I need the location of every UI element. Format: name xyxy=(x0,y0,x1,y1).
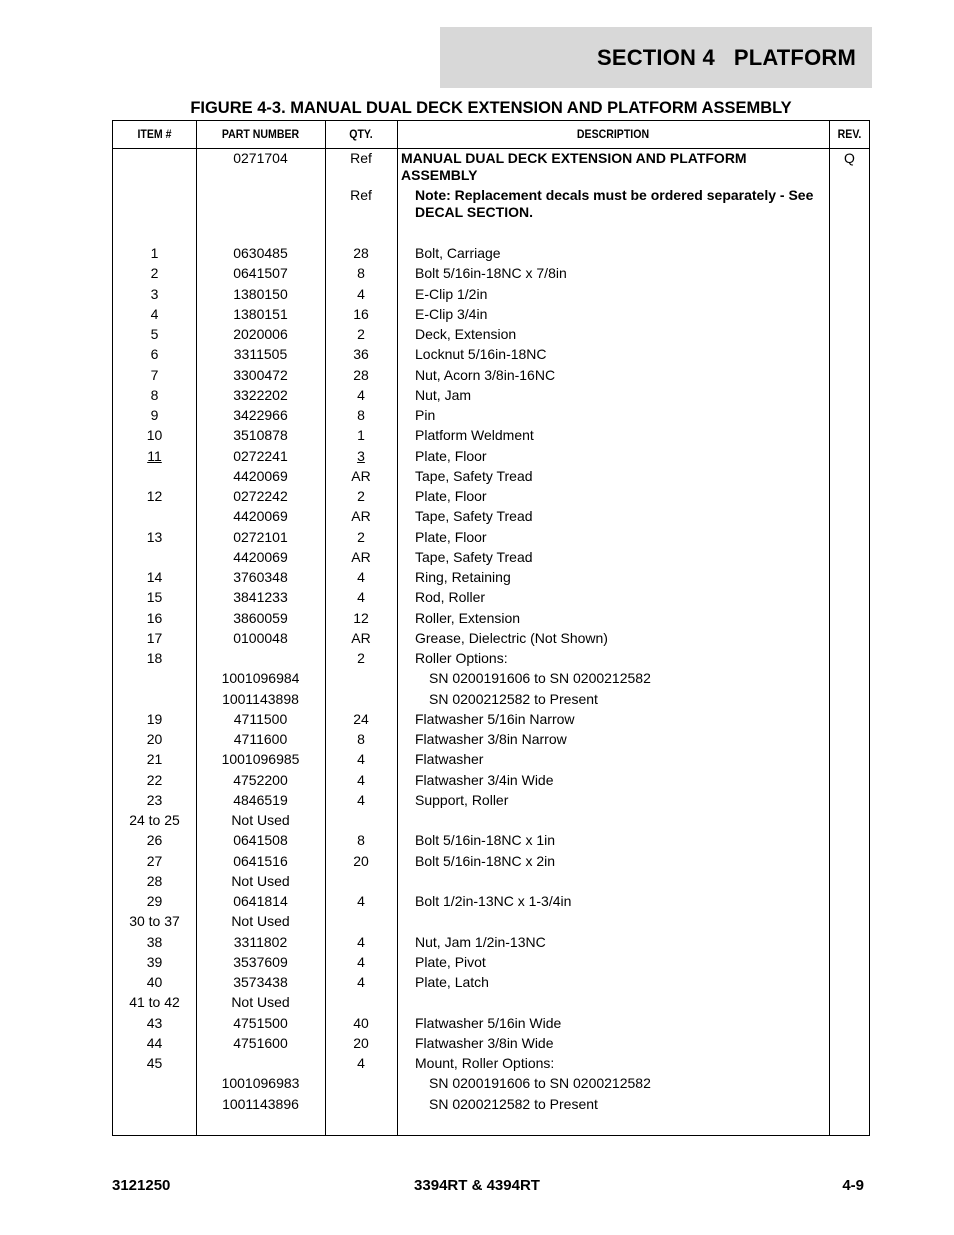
description-cell: Tape, Safety Tread xyxy=(415,548,533,565)
quantity-cell: 2 xyxy=(357,488,365,504)
part-number-cell: 4420069 xyxy=(233,508,288,525)
quantity-cell: 4 xyxy=(357,791,365,808)
item-number-cell: 39 xyxy=(146,953,163,970)
part-number-cell: 1001143896 xyxy=(222,1095,299,1112)
quantity-cell: 2 xyxy=(357,326,365,342)
part-number-cell: 0641507 xyxy=(233,265,288,282)
item-number-cell: 7 xyxy=(150,366,159,383)
description-cell: Note: Replacement decals must be ordered separately - See xyxy=(415,187,814,203)
part-number-cell: 0641516 xyxy=(233,852,288,869)
description-cell: Nut, Jam 1/2in-13NC xyxy=(415,933,546,950)
header-rev: REV. xyxy=(837,127,862,141)
part-number-cell: 4420069 xyxy=(233,467,288,484)
item-number-cell: 3 xyxy=(150,285,159,302)
quantity-cell: 8 xyxy=(357,832,365,849)
section-header xyxy=(440,27,872,88)
description-cell: Plate, Floor xyxy=(415,447,487,464)
part-number-cell: 1001096984 xyxy=(221,670,300,687)
part-number-cell: 0100048 xyxy=(233,629,288,646)
description-cell: Tape, Safety Tread xyxy=(415,508,533,525)
description-cell: Grease, Dielectric (Not Shown) xyxy=(415,629,608,646)
part-number-cell: 0630485 xyxy=(233,245,288,261)
revision-cell: Q xyxy=(844,150,855,166)
description-cell: Ring, Retaining xyxy=(415,569,511,585)
part-number-cell: Not Used xyxy=(231,812,290,828)
quantity-cell: 8 xyxy=(357,265,365,282)
figure-title: FIGURE 4-3. MANUAL DUAL DECK EXTENSION AND PLATFORM ASSEMBLY xyxy=(190,99,792,117)
item-number-cell: 43 xyxy=(146,1014,163,1031)
item-number-cell: 18 xyxy=(146,650,163,666)
item-number-cell: 15 xyxy=(146,589,163,606)
part-number-cell: 4711500 xyxy=(233,710,288,727)
item-number-cell: 27 xyxy=(146,852,163,869)
footer-page-number: 4-9 xyxy=(842,1177,864,1194)
part-number-cell: 3841233 xyxy=(233,589,288,606)
item-number-cell: 12 xyxy=(146,488,163,504)
quantity-cell: 4 xyxy=(357,893,365,909)
part-number-cell: Not Used xyxy=(231,913,290,930)
part-number-cell: 1380151 xyxy=(233,305,288,322)
item-number-cell: 1 xyxy=(150,245,159,261)
description-cell: Tape, Safety Tread xyxy=(415,467,533,484)
item-number-cell: 2 xyxy=(150,265,159,282)
part-number-cell: 3510878 xyxy=(233,427,288,444)
item-number-cell: 9 xyxy=(150,407,159,423)
part-number-cell: 0272242 xyxy=(233,488,288,504)
quantity-cell: 4 xyxy=(357,751,365,768)
quantity-cell: Ref xyxy=(350,187,372,203)
part-number-cell: 4751600 xyxy=(233,1034,288,1051)
quantity-cell: 1 xyxy=(357,427,365,444)
part-number-cell: 3300472 xyxy=(233,366,288,383)
quantity-cell: AR xyxy=(351,548,371,565)
description-cell: Locknut 5/16in-18NC xyxy=(415,346,547,363)
part-number-cell: 0272101 xyxy=(233,528,288,545)
item-number-cell: 28 xyxy=(146,872,163,889)
quantity-cell: 2 xyxy=(357,650,365,666)
description-cell: ASSEMBLY xyxy=(401,167,478,183)
quantity-cell: Ref xyxy=(350,150,372,166)
quantity-cell: 20 xyxy=(353,852,369,869)
part-number-cell: 1001143898 xyxy=(222,690,299,707)
item-number-cell: 30 to 37 xyxy=(129,913,180,930)
quantity-cell: 2 xyxy=(357,528,365,545)
description-cell: MANUAL DUAL DECK EXTENSION AND PLATFORM xyxy=(401,150,747,166)
quantity-cell: AR xyxy=(351,508,371,525)
header-description: DESCRIPTION xyxy=(576,127,650,141)
item-number-cell: 21 xyxy=(146,751,163,768)
part-number-cell: 1001096983 xyxy=(221,1075,300,1092)
description-cell: Flatwasher 5/16in Narrow xyxy=(415,710,575,727)
quantity-cell: 36 xyxy=(353,346,369,363)
description-cell: Support, Roller xyxy=(415,791,509,808)
part-number-cell: 1001096985 xyxy=(221,751,300,768)
part-number-cell: 3573438 xyxy=(233,974,288,990)
quantity-cell: 4 xyxy=(357,1055,365,1071)
quantity-cell: 16 xyxy=(353,305,369,322)
part-number-cell: 3860059 xyxy=(233,609,288,626)
item-number-cell: 29 xyxy=(146,893,163,909)
quantity-cell: 4 xyxy=(357,933,365,950)
description-cell: Pin xyxy=(415,407,436,423)
description-cell: Flatwasher 3/4in Wide xyxy=(415,771,554,788)
item-number-cell: 5 xyxy=(150,326,159,342)
part-number-cell: 0641508 xyxy=(233,832,288,849)
header-item: ITEM # xyxy=(137,127,172,141)
description-cell: Rod, Roller xyxy=(415,589,486,606)
quantity-cell: 8 xyxy=(357,731,365,747)
quantity-cell: 40 xyxy=(353,1014,369,1031)
description-cell: Bolt 1/2in-13NC x 1-3/4in xyxy=(415,893,572,909)
description-cell: Bolt 5/16in-18NC x 2in xyxy=(415,852,556,869)
part-number-cell: 3537609 xyxy=(233,953,288,970)
description-cell: DECAL SECTION. xyxy=(415,204,533,220)
part-number-cell: Not Used xyxy=(231,872,290,889)
item-number-cell: 4 xyxy=(150,305,159,322)
description-cell: Bolt 5/16in-18NC x 7/8in xyxy=(415,265,567,282)
part-number-cell: 3760348 xyxy=(233,569,288,585)
description-cell: Bolt 5/16in-18NC x 1in xyxy=(415,832,556,849)
item-number-cell: 19 xyxy=(146,710,163,727)
item-number-cell: 16 xyxy=(146,609,163,626)
item-number-cell: 26 xyxy=(146,832,163,849)
parts-table xyxy=(112,120,870,1136)
item-number-cell: 8 xyxy=(150,386,159,403)
description-cell: Nut, Acorn 3/8in-16NC xyxy=(415,366,556,383)
item-number-cell: 10 xyxy=(146,427,163,444)
header-qty: QTY. xyxy=(349,127,373,141)
description-cell: Flatwasher 3/8in Wide xyxy=(415,1034,554,1051)
quantity-cell: 8 xyxy=(357,407,365,423)
item-number-cell: 40 xyxy=(146,974,163,990)
description-cell: Flatwasher 3/8in Narrow xyxy=(415,731,567,747)
part-number-cell: 0272241 xyxy=(233,447,288,464)
part-number-cell: 3311802 xyxy=(233,933,288,950)
part-number-cell: 1380150 xyxy=(233,285,288,302)
description-cell: Flatwasher 5/16in Wide xyxy=(415,1014,562,1031)
description-cell: Mount, Roller Options: xyxy=(415,1055,555,1071)
item-number-cell: 20 xyxy=(146,731,163,747)
item-number-cell: 17 xyxy=(146,629,163,646)
description-cell: Plate, Floor xyxy=(415,528,487,545)
description-cell: E-Clip 3/4in xyxy=(415,305,488,322)
description-cell: Platform Weldment xyxy=(415,427,534,444)
description-cell: E-Clip 1/2in xyxy=(415,285,488,302)
part-number-cell: 4752200 xyxy=(233,771,288,788)
description-cell: Bolt, Carriage xyxy=(415,245,501,261)
description-cell: SN 0200212582 to Present xyxy=(429,690,598,707)
footer-doc-number: 3121250 xyxy=(112,1177,171,1194)
section-title: SECTION 4 PLATFORM xyxy=(596,44,856,70)
description-cell: SN 0200191606 to SN 0200212582 xyxy=(429,1075,651,1092)
quantity-cell: 4 xyxy=(357,285,365,302)
item-number-cell: 13 xyxy=(146,528,163,545)
header-part-number: PART NUMBER xyxy=(221,127,300,141)
description-cell: Plate, Floor xyxy=(415,488,487,504)
quantity-cell: 12 xyxy=(353,609,369,626)
part-number-cell: 0271704 xyxy=(233,150,288,166)
item-number-cell: 41 to 42 xyxy=(129,994,180,1011)
quantity-cell: 4 xyxy=(357,386,365,403)
quantity-cell: 4 xyxy=(357,569,365,585)
description-cell: SN 0200212582 to Present xyxy=(429,1095,598,1112)
part-number-cell: 0641814 xyxy=(233,893,288,909)
quantity-cell: AR xyxy=(351,467,371,484)
quantity-cell: 4 xyxy=(357,771,365,788)
description-cell: Flatwasher xyxy=(415,751,484,768)
item-number-cell: 45 xyxy=(146,1055,163,1071)
item-number-cell: 24 to 25 xyxy=(129,812,180,828)
description-cell: Roller Options: xyxy=(415,650,508,666)
quantity-cell: 24 xyxy=(353,710,369,727)
quantity-cell: 28 xyxy=(353,245,369,261)
description-cell: Deck, Extension xyxy=(415,326,517,342)
description-cell: Nut, Jam xyxy=(415,386,472,403)
part-number-cell: 3322202 xyxy=(233,386,288,403)
part-number-cell: 4420069 xyxy=(233,548,288,565)
description-cell: Plate, Pivot xyxy=(415,953,486,970)
part-number-cell: Not Used xyxy=(231,994,290,1011)
quantity-cell: 28 xyxy=(353,366,369,383)
description-cell: Plate, Latch xyxy=(415,974,489,990)
header-divider xyxy=(113,148,869,149)
quantity-cell: 3 xyxy=(357,447,365,464)
part-number-cell: 3311505 xyxy=(233,346,288,363)
item-number-cell: 6 xyxy=(150,346,159,363)
part-number-cell: 3422966 xyxy=(233,407,288,423)
part-number-cell: 4846519 xyxy=(233,791,288,808)
quantity-cell: 4 xyxy=(357,974,365,990)
column-divider xyxy=(397,121,398,1135)
description-cell: Roller, Extension xyxy=(415,609,521,626)
item-number-cell: 44 xyxy=(146,1034,163,1051)
part-number-cell: 2020006 xyxy=(233,326,288,342)
description-cell: SN 0200191606 to SN 0200212582 xyxy=(429,670,651,687)
part-number-cell: 4711600 xyxy=(233,731,288,747)
quantity-cell: 20 xyxy=(353,1034,369,1051)
item-number-cell: 14 xyxy=(146,569,163,585)
item-number-cell: 11 xyxy=(147,447,162,464)
quantity-cell: 4 xyxy=(357,589,365,606)
item-number-cell: 23 xyxy=(146,791,163,808)
footer-model: 3394RT & 4394RT xyxy=(414,1177,540,1194)
item-number-cell: 22 xyxy=(146,771,163,788)
part-number-cell: 4751500 xyxy=(233,1014,288,1031)
quantity-cell: AR xyxy=(351,629,371,646)
item-number-cell: 38 xyxy=(146,933,163,950)
quantity-cell: 4 xyxy=(357,953,365,970)
